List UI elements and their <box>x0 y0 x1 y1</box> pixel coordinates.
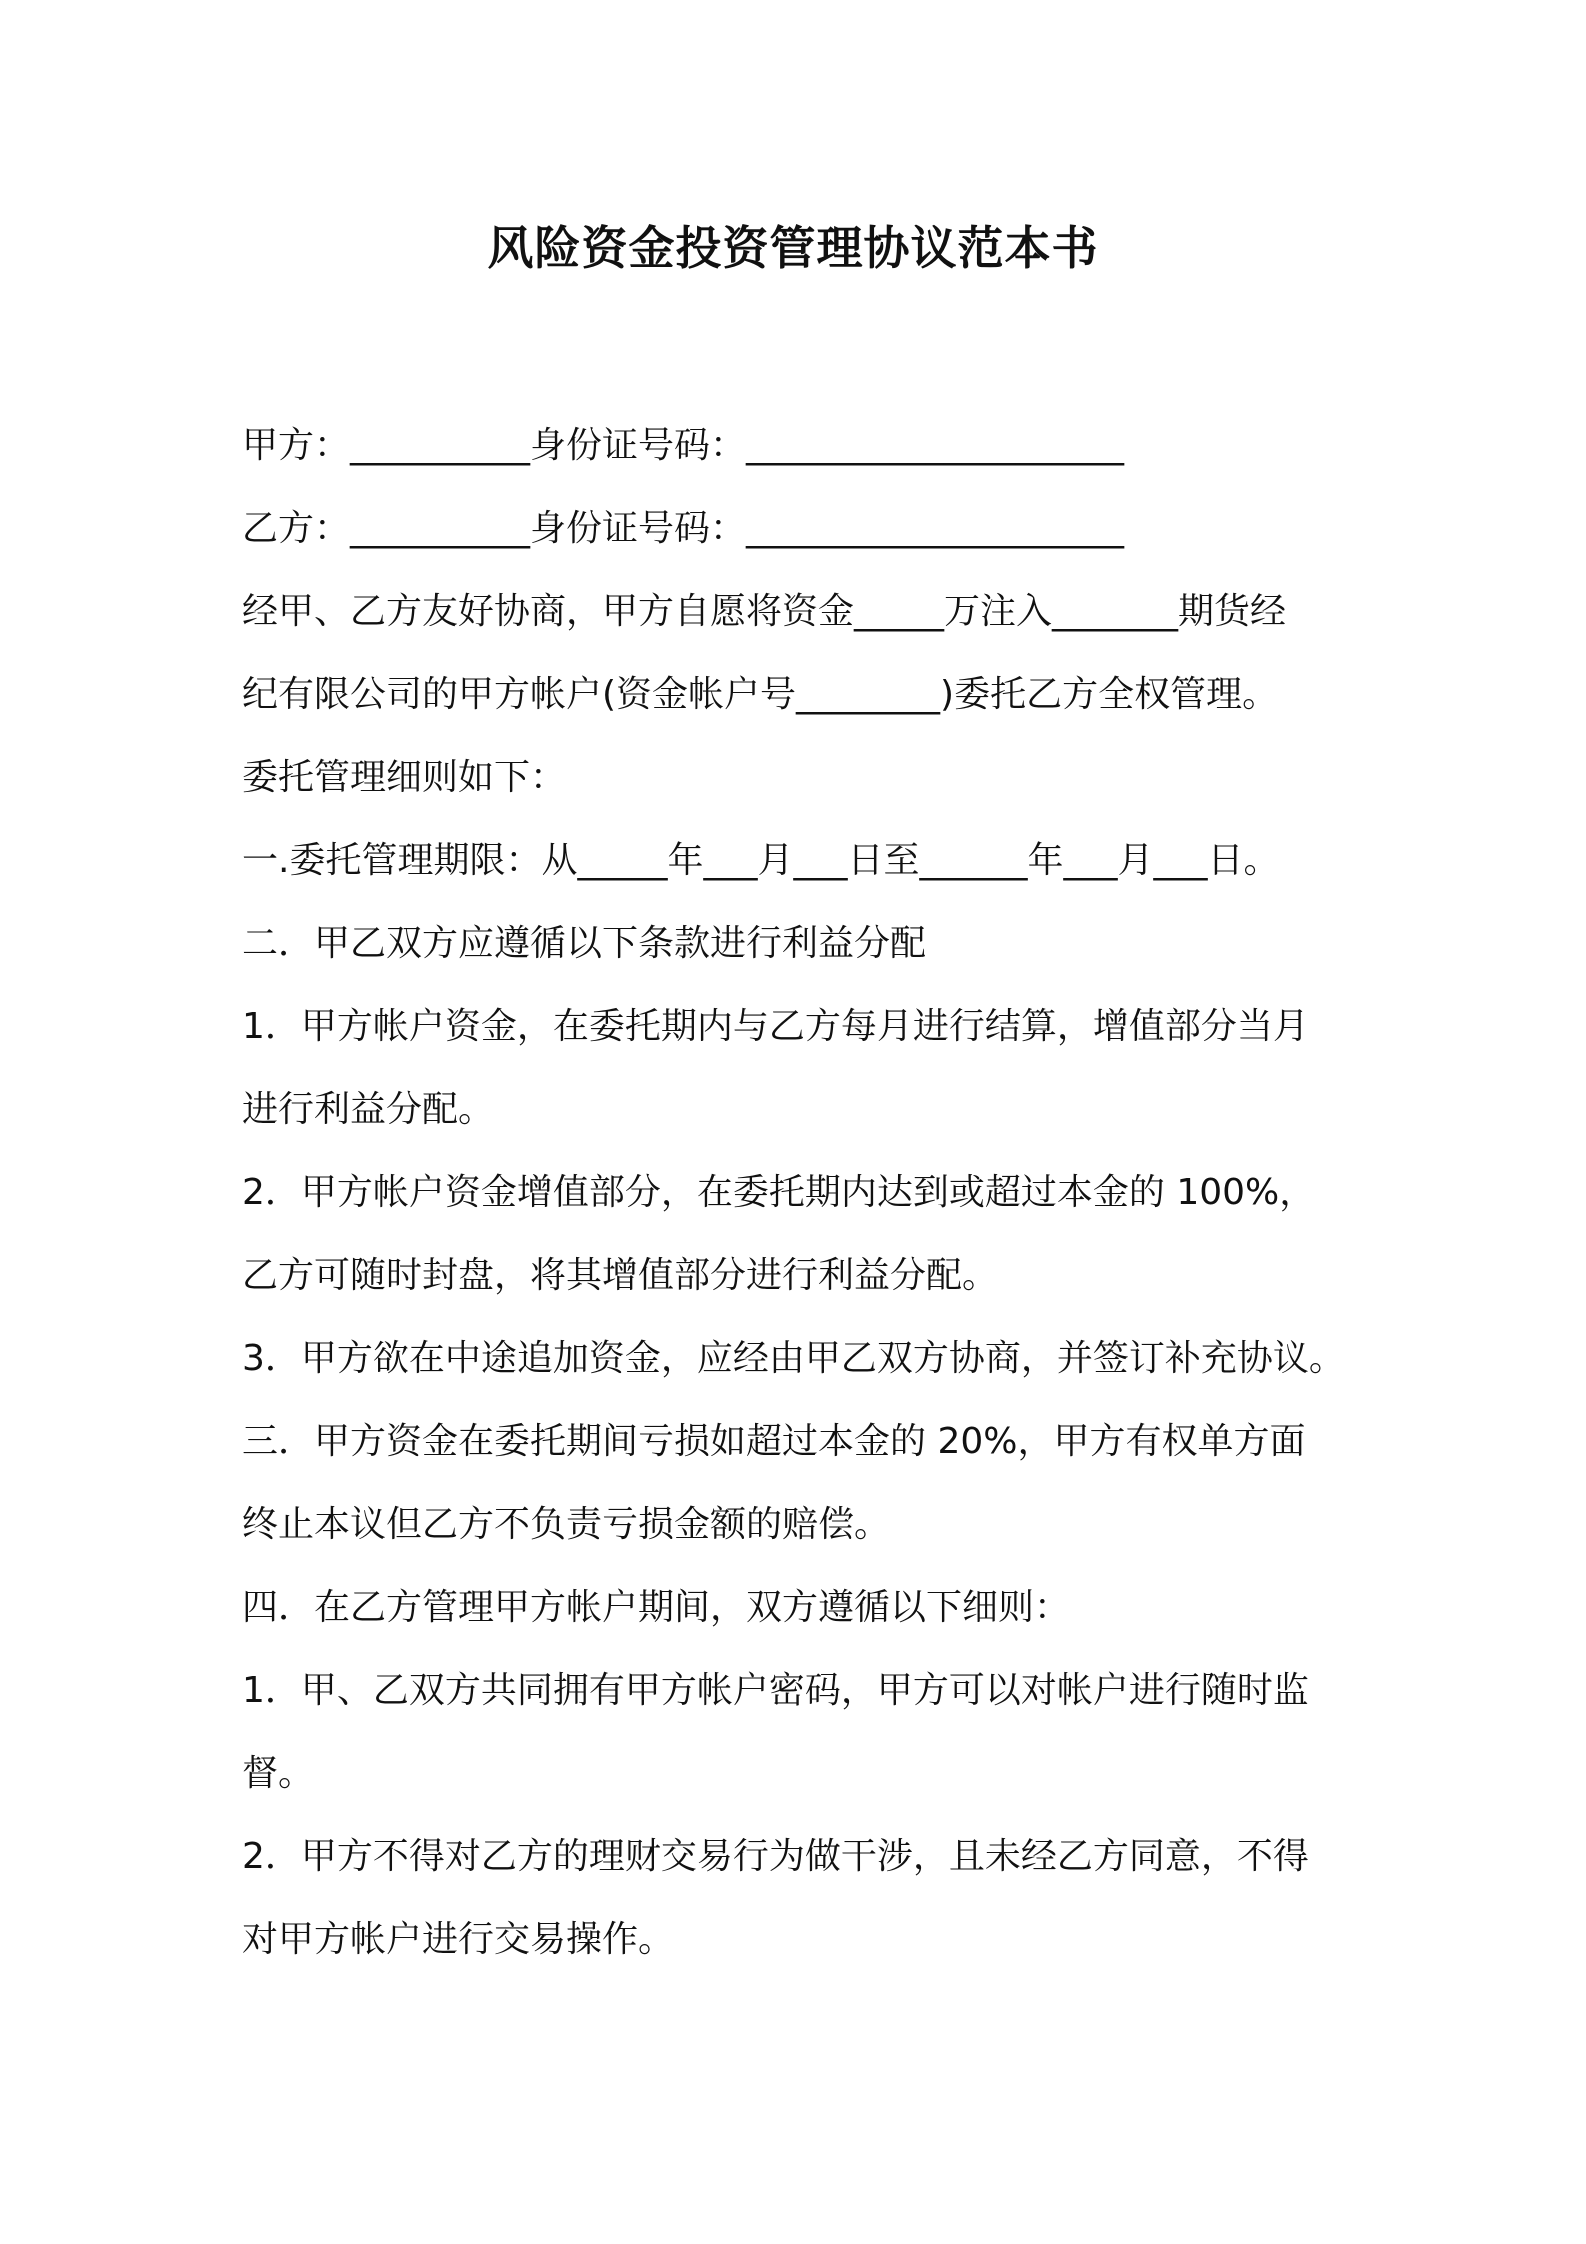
clause-line: 对甲方帐户进行交易操作。 <box>242 1919 675 1960</box>
clause-line: 1．甲、乙双方共同拥有甲方帐户密码，甲方可以对帐户进行随时监 <box>242 1670 1309 1711</box>
clause-line: 二．甲乙双方应遵循以下条款进行利益分配 <box>242 923 927 964</box>
clause-line: 3．甲方欲在中途追加资金，应经由甲乙双方协商，并签订补充协议。 <box>242 1338 1345 1379</box>
clause-line: 督。 <box>242 1753 315 1794</box>
paragraph-line: 经甲、乙方友好协商，甲方自愿将资金_____万注入_______期货经 <box>242 591 1287 632</box>
clause-line: 一.委托管理期限：从_____年___月___日至______年___月___日。 <box>242 840 1280 881</box>
clause-line: 乙方可随时封盘，将其增值部分进行利益分配。 <box>242 1255 999 1296</box>
clause-line: 2．甲方不得对乙方的理财交易行为做干涉，且未经乙方同意，不得 <box>242 1836 1309 1877</box>
clause-line: 终止本议但乙方不负责亏损金额的赔偿。 <box>242 1504 891 1545</box>
clause-line: 进行利益分配。 <box>242 1089 495 1130</box>
clause-line: 1．甲方帐户资金，在委托期内与乙方每月进行结算，增值部分当月 <box>242 1006 1309 1047</box>
party-b-line: 乙方：__________身份证号码：_____________________ <box>242 508 1125 549</box>
document-body <box>242 404 1382 1981</box>
clause-line: 四．在乙方管理甲方帐户期间，双方遵循以下细则： <box>242 1587 1071 1628</box>
section-heading: 委托管理细则如下： <box>242 757 567 798</box>
paragraph-line: 纪有限公司的甲方帐户(资金帐户号________)委托乙方全权管理。 <box>242 674 1279 715</box>
document-title: 风险资金投资管理协议范本书 <box>487 221 1099 275</box>
clause-line: 三．甲方资金在委托期间亏损如超过本金的 20%，甲方有权单方面 <box>242 1421 1306 1462</box>
clause-line: 2．甲方帐户资金增值部分，在委托期内达到或超过本金的 100%， <box>242 1172 1316 1213</box>
party-a-line: 甲方：__________身份证号码：_____________________ <box>242 425 1125 466</box>
